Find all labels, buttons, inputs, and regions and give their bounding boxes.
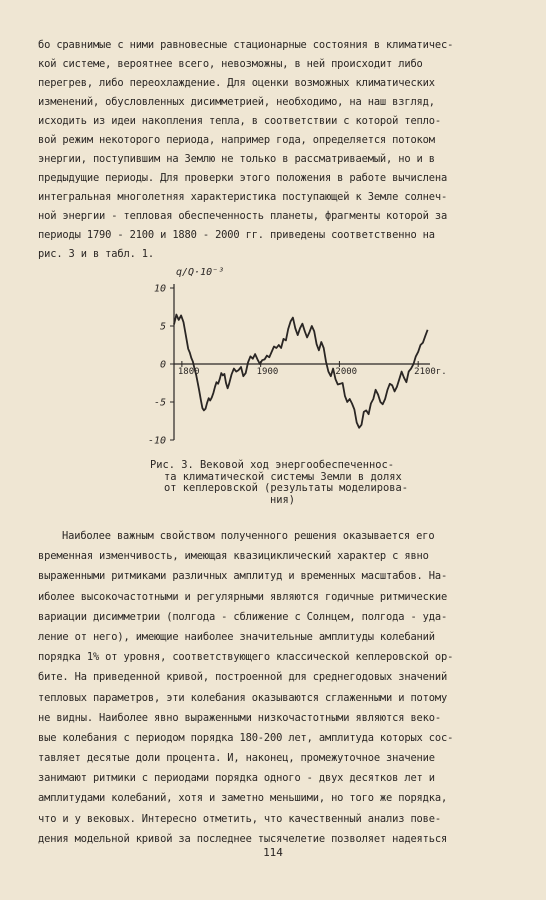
text-line: исходить из идеи накопления тепла, в соответствии с которой тепло- [38,115,441,127]
text-line: дения модельной кривой за последнее тысячелетие позволяет надеяться [38,832,448,845]
x-tick-label: 2100г. [414,367,447,377]
x-tick-label: 1800 [177,367,200,377]
text-line: не видны. Наиболее явно выраженными низкочастотными являются веко- [38,711,441,724]
text-line: рис. 3 и в табл. 1. [38,248,155,260]
figure-caption [150,460,470,506]
text-line: кой системе, вероятнее всего, невозможны, в ней происходит либо [38,58,423,70]
text-line: тепловых параметров, эти колебания оказываются сглаженными и потому [38,691,448,704]
text-line: предыдущие периоды. Для проверки этого положения в работе вычислена [38,172,448,184]
y-tick-label: 0 [159,359,166,371]
paragraph-top [38,36,538,264]
y-tick-label: -10 [147,435,166,447]
caption-line: ния) [270,493,296,506]
page-number: 114 [263,846,283,859]
text-line: бо сравнимые с ними равновесные стационарные состояния в климатичес- [38,39,454,51]
caption-line: та климатической системы Земли в долях [164,470,402,483]
text-line: занимают ритмики с периодами порядка одного - двух десятков лет и [38,772,435,785]
y-tick-label: 10 [153,283,166,295]
text-line: периоды 1790 - 2100 и 1880 - 2000 гг. приведены соответственно на [38,229,435,241]
text-line: выраженными ритмиками различных амплитуд и временных масштабов. На- [38,570,448,583]
text-line: амплитудами колебаний, хотя и заметно меньшими, но того же порядка, [38,792,448,805]
energy-supply-chart [140,262,447,447]
text-line: вариации дисимметрии (полгода - сближение с Солнцем, полгода - уда- [38,610,448,623]
text-line: ной энергии - тепловая обеспеченность планеты, фрагменты которой за [38,210,448,222]
x-ticks [178,361,447,377]
caption-line: от кеплеровской (результаты моделирова- [164,482,408,494]
text-line: иболее высокочастотными и регулярными являются годичные ритмические [38,590,448,603]
text-line: перегрев, либо переохлаждение. Для оценки возможных климатических [38,77,435,89]
y-tick-label: 5 [159,321,166,333]
caption-line: Рис. 3. Вековой ход энергообеспеченнос- [150,459,394,471]
text-line: бите. На приведенной кривой, построенной для среднегодовых значений [38,671,448,684]
text-line: изменений, обусловленных дисимметрией, необходимо, на наш взгляд, [38,96,435,108]
text-line: вые колебания с периодом порядка 180-200 лет, амплитуда которых сос- [38,731,454,744]
text-line: энергии, поступившим на Землю не только в рассматриваемый, но и в [38,153,435,165]
y-tick-label: -5 [153,397,166,409]
text-line: тавляет десятые доли процента. И, наконец, промежуточное значение [38,752,435,765]
y-ticks [148,284,174,447]
text-line: интегральная многолетняя характеристика поступающей к Земле солнеч- [38,191,448,203]
text-line: вой режим некоторого периода, например года, определяется потоком [38,134,435,146]
text-line: Наиболее важным свойством полученного решения оказывается его [62,530,435,542]
paragraph-bottom [38,526,538,849]
series-line [174,315,428,428]
text-line: временная изменчивость, имеющая квазициклический характер с явно [38,550,429,563]
x-tick-label: 1900 [256,367,279,377]
text-line: что и у вековых. Интересно отметить, что качественный анализ пове- [38,812,441,825]
text-line: ление от него), имеющие наиболее значительные амплитуды колебаний [38,630,435,643]
text-line: порядка 1% от уровня, соответствующего классической кеплеровской ор- [38,651,454,664]
x-tick-label: 2000 [335,367,358,377]
y-axis-label: q/Q·10⁻³ [176,267,225,278]
